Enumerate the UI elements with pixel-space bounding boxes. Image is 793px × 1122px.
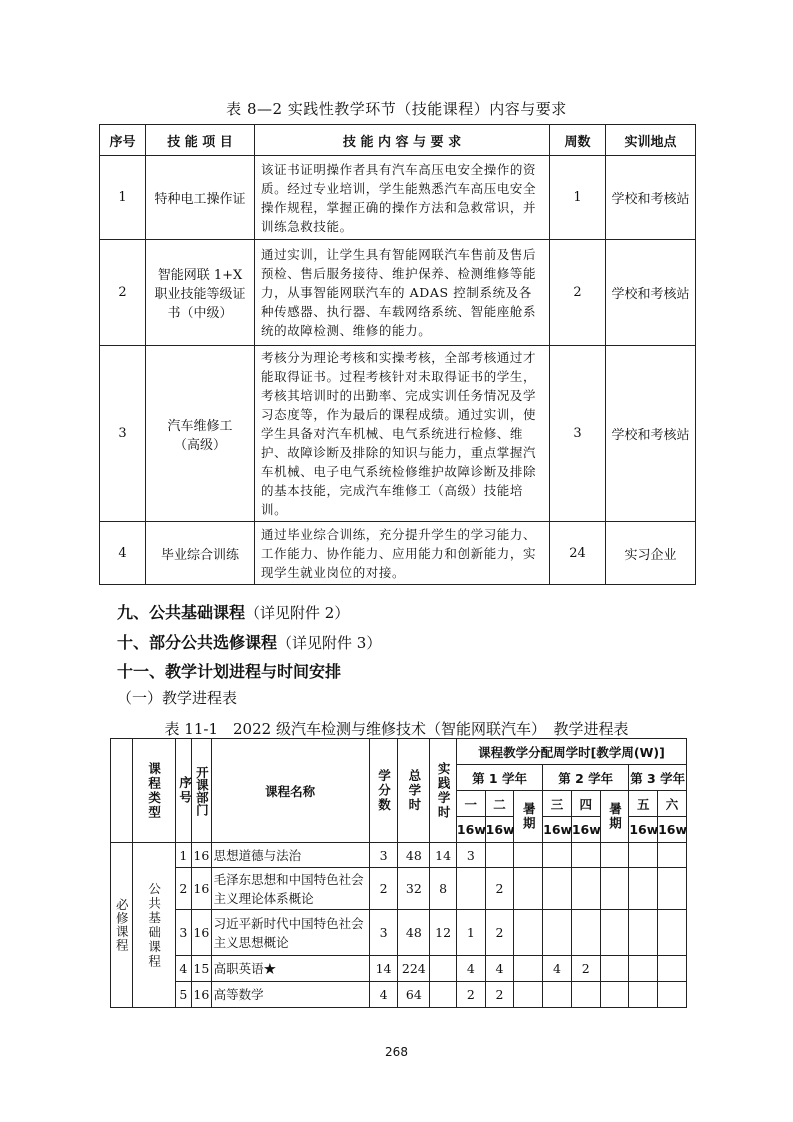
row-no: 4 [100, 522, 146, 585]
section-9-title: 九、公共基础课程 [117, 603, 246, 622]
header-vacation2-label: 暑期 [607, 802, 623, 831]
row-vacation1 [514, 868, 543, 910]
row-content: 通过毕业综合训练，充分提升学生的学习能力、工作能力、协作能力、应用能力和创新能力，实现学生就业岗位的对接。 [255, 522, 550, 585]
row-term6 [658, 956, 687, 982]
table-row [111, 843, 687, 868]
row-credit: 4 [369, 982, 398, 1008]
row-term3 [543, 868, 572, 910]
group-public-basic-label: 公共基础课程 [146, 881, 162, 969]
section-9-heading [117, 600, 349, 623]
row-credit: 14 [369, 956, 398, 982]
row-hours: 48 [398, 910, 430, 956]
row-term1: 2 [456, 982, 485, 1008]
row-term6 [658, 868, 687, 910]
row-term3 [543, 910, 572, 956]
row-place: 实习企业 [606, 522, 696, 585]
header-vacation1 [514, 791, 543, 843]
header-dept [192, 739, 212, 843]
page-number: 268 [385, 1045, 408, 1059]
table-row [100, 156, 696, 240]
table2-header-row-1 [111, 739, 687, 765]
row-term4 [571, 868, 600, 910]
row-term5 [629, 982, 658, 1008]
table-row [111, 956, 687, 982]
row-practice [430, 956, 457, 982]
row-course-name: 高职英语★ [211, 956, 369, 982]
header-term5: 五 [629, 791, 658, 817]
row-term4 [571, 982, 600, 1008]
row-practice: 8 [430, 868, 457, 910]
group-required-label: 必修课程 [114, 898, 130, 952]
row-term4: 2 [571, 956, 600, 982]
table-row [111, 868, 687, 910]
row-dept: 15 [192, 956, 212, 982]
row-term1: 4 [456, 956, 485, 982]
table1-header-row [100, 125, 696, 156]
section-9-note: （详见附件 2） [245, 604, 350, 622]
row-vacation1 [514, 982, 543, 1008]
row-no: 3 [100, 346, 146, 522]
row-no: 2 [100, 240, 146, 346]
header-hours-label: 总学时 [406, 768, 422, 813]
row-term5 [629, 868, 658, 910]
table-row [111, 910, 687, 956]
table-row [111, 982, 687, 1008]
row-term1 [456, 868, 485, 910]
row-term3 [543, 843, 572, 868]
row-dept: 16 [192, 910, 212, 956]
header-weeks3: 16w [543, 817, 572, 843]
row-place: 学校和考核站 [606, 156, 696, 240]
row-vacation1 [514, 843, 543, 868]
row-credit: 3 [369, 910, 398, 956]
row-dept: 16 [192, 982, 212, 1008]
row-term1: 1 [456, 910, 485, 956]
header-credit-label: 学分数 [376, 768, 392, 813]
row-item: 汽车维修工（高级） [146, 346, 255, 522]
header-year2: 第 2 学年 [543, 765, 629, 791]
teaching-schedule-table [110, 738, 687, 1008]
row-term4 [571, 843, 600, 868]
header-practice-label: 实践学时 [436, 761, 452, 820]
subsection-heading: （一）教学进程表 [117, 689, 238, 707]
row-no: 4 [175, 956, 191, 982]
header-year3: 第 3 学年 [629, 765, 687, 791]
table-row [100, 522, 696, 585]
header-practice [430, 739, 457, 843]
group-public-basic [132, 843, 175, 1008]
header-term1: 一 [456, 791, 485, 817]
header-term6: 六 [658, 791, 687, 817]
header-item: 技 能 项 目 [146, 125, 255, 156]
row-vacation2 [600, 956, 629, 982]
row-term6 [658, 982, 687, 1008]
row-no: 2 [175, 868, 191, 910]
row-term3: 4 [543, 956, 572, 982]
row-weeks: 2 [550, 240, 606, 346]
header-no [175, 739, 191, 843]
row-term2: 2 [485, 868, 514, 910]
header-dept-label: 开课部门 [194, 765, 210, 816]
row-term1: 3 [456, 843, 485, 868]
row-practice: 12 [430, 910, 457, 956]
row-term5 [629, 843, 658, 868]
row-term4 [571, 910, 600, 956]
row-item: 智能网联 1+X 职业技能等级证书（中级） [146, 240, 255, 346]
header-year1: 第 1 学年 [456, 765, 542, 791]
row-term6 [658, 910, 687, 956]
row-item: 特种电工操作证 [146, 156, 255, 240]
header-blank [111, 739, 133, 843]
row-credit: 3 [369, 843, 398, 868]
section-10-note: （详见附件 3） [277, 634, 382, 652]
row-term2 [485, 843, 514, 868]
header-place: 实训地点 [606, 125, 696, 156]
header-type-label: 课程类型 [146, 761, 162, 820]
row-term3 [543, 982, 572, 1008]
row-term2: 2 [485, 910, 514, 956]
header-weeks5: 16w [629, 817, 658, 843]
header-term2: 二 [485, 791, 514, 817]
row-no: 1 [175, 843, 191, 868]
row-course-name: 思想道德与法治 [211, 843, 369, 868]
row-dept: 16 [192, 843, 212, 868]
row-no: 3 [175, 910, 191, 956]
header-hours [398, 739, 430, 843]
row-course-name: 高等数学 [211, 982, 369, 1008]
row-vacation1 [514, 956, 543, 982]
row-term6 [658, 843, 687, 868]
header-type [132, 739, 175, 843]
row-credit: 2 [369, 868, 398, 910]
header-content: 技 能 内 容 与 要 求 [255, 125, 550, 156]
table2-caption: 表 11-1 2022 级汽车检测与维修技术（智能网联汽车） 教学进程表 [164, 720, 629, 738]
table1-caption: 表 8—2 实践性教学环节（技能课程）内容与要求 [226, 100, 567, 118]
section-10-heading [117, 630, 381, 653]
table-row [100, 346, 696, 522]
row-hours: 64 [398, 982, 430, 1008]
practice-skills-table [99, 124, 696, 585]
row-item: 毕业综合训练 [146, 522, 255, 585]
row-weeks: 3 [550, 346, 606, 522]
header-weeks: 周数 [550, 125, 606, 156]
group-required [111, 843, 133, 1008]
header-term4: 四 [571, 791, 600, 817]
row-term2: 2 [485, 982, 514, 1008]
header-weeks4: 16w [571, 817, 600, 843]
row-vacation2 [600, 910, 629, 956]
table-row [100, 240, 696, 346]
row-practice [430, 982, 457, 1008]
header-no-label: 序号 [177, 776, 193, 805]
row-content: 该证书证明操作者具有汽车高压电安全操作的资质。经过专业培训，学生能熟悉汽车高压电安全操作规程，掌握正确的操作方法和急救常识，并训练急救技能。 [255, 156, 550, 240]
row-course-name: 习近平新时代中国特色社会主义思想概论 [211, 910, 369, 956]
row-weeks: 1 [550, 156, 606, 240]
row-hours: 224 [398, 956, 430, 982]
row-content: 考核分为理论考核和实操考核，全部考核通过才能取得证书。过程考核针对未取得证书的学生，考核其培训时的出勤率、完成实训任务情况及学习态度等，作为最后的课程成绩。通过实训，使学生具备对汽车机械、电气系统进行检修、维护、故障诊断及排除的知识与能力，重点掌握汽车机械、电子电气系统检修维护故障诊断及排除的基本技能，完成汽车维修工（高级）技能培训。 [255, 346, 550, 522]
header-weeks6: 16w [658, 817, 687, 843]
row-no: 1 [100, 156, 146, 240]
header-vacation2 [600, 791, 629, 843]
header-no: 序号 [100, 125, 146, 156]
row-course-name: 毛泽东思想和中国特色社会主义理论体系概论 [211, 868, 369, 910]
row-no: 5 [175, 982, 191, 1008]
row-vacation1 [514, 910, 543, 956]
row-practice: 14 [430, 843, 457, 868]
header-weeks1: 16w [456, 817, 485, 843]
header-weeks2: 16w [485, 817, 514, 843]
header-credit [369, 739, 398, 843]
header-name: 课程名称 [211, 739, 369, 843]
row-vacation2 [600, 843, 629, 868]
header-term3: 三 [543, 791, 572, 817]
header-vacation1-label: 暑期 [521, 802, 537, 831]
row-content: 通过实训，让学生具有智能网联汽车售前及售后预检、售后服务接待、维护保养、检测维修等能力，从事智能网联汽车的 ADAS 控制系统及各种传感器、执行器、车载网络系统、智能座舱系统的故障检测、维修的能力。 [255, 240, 550, 346]
row-vacation2 [600, 868, 629, 910]
row-weeks: 24 [550, 522, 606, 585]
row-place: 学校和考核站 [606, 240, 696, 346]
row-hours: 48 [398, 843, 430, 868]
row-term5 [629, 910, 658, 956]
row-hours: 32 [398, 868, 430, 910]
row-vacation2 [600, 982, 629, 1008]
row-dept: 16 [192, 868, 212, 910]
section-11-heading: 十一、教学计划进程与时间安排 [117, 662, 342, 681]
row-place: 学校和考核站 [606, 346, 696, 522]
header-distribution: 课程教学分配周学时[教学周(W)] [456, 739, 686, 765]
section-10-title: 十、部分公共选修课程 [117, 633, 278, 652]
row-term5 [629, 956, 658, 982]
row-term2: 4 [485, 956, 514, 982]
